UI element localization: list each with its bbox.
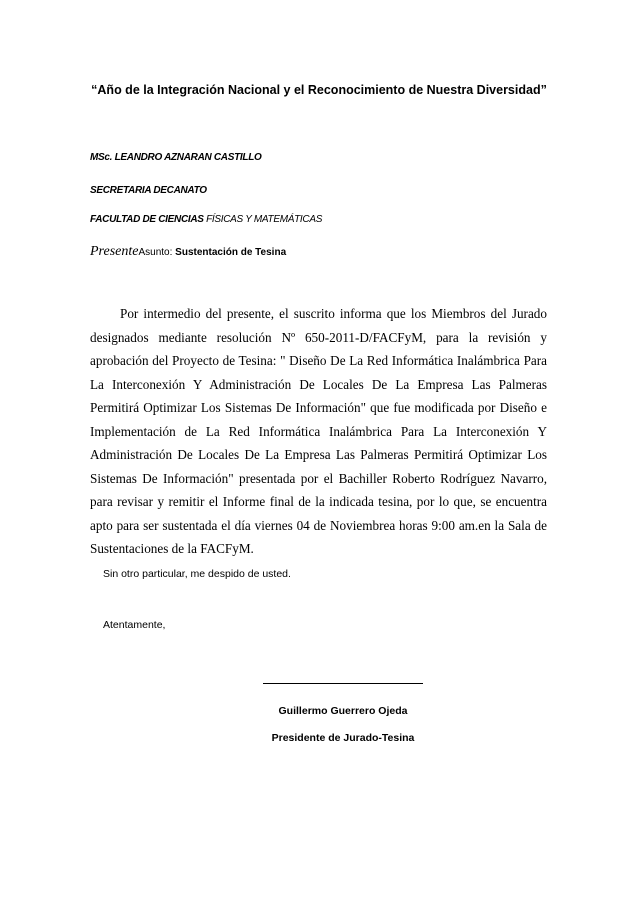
recipient-faculty bbox=[90, 214, 322, 225]
signature-line bbox=[263, 683, 423, 684]
asunto-text: Sustentación de Tesina bbox=[175, 247, 287, 258]
presente-word: Presente bbox=[90, 244, 139, 259]
letter-body: Por intermedio del presente, el suscrito informa que los Miembros del Jurado designados mediante resolución Nº 650-2011-D/FACFyM, para la revisión y aprobación del Proyecto de Tesina: " Diseño De La Red Informática Inalámbrica Para La Interconexión Y Administración De Locales De La Empresa Las Palmeras Permitirá Optimizar Los Sistemas De Información" que fue modificada por Diseño e Implementación de La Red Informática Inalámbrica Para La Interconexión Y Administración De Locales De La Empresa Las Palmeras Permitirá Optimizar Los Sistemas De Información" presentada por el Bachiller Roberto Rodríguez Navarro, para revisar y remitir el Informe final de la indicada tesina, por lo que, se encuentra apto para ser sustentada el día viernes 04 de Noviembrea horas 9:00 am.en la Sala de Sustentaciones de la FACFyM. bbox=[90, 306, 547, 556]
recipient-role: SECRETARIA DECANATO bbox=[90, 185, 207, 196]
closing-regards: Atentamente, bbox=[103, 619, 166, 631]
recipient-name: MSc. LEANDRO AZNARAN CASTILLO bbox=[90, 152, 262, 163]
closing-farewell: Sin otro particular, me despido de usted. bbox=[103, 568, 291, 580]
document-motto: “Año de la Integración Nacional y el Reconocimiento de Nuestra Diversidad” bbox=[91, 83, 547, 97]
faculty-rest: FÍSICAS Y MATEMÁTICAS bbox=[203, 214, 323, 225]
presente-line bbox=[90, 242, 286, 260]
signatory-title: Presidente de Jurado-Tesina bbox=[271, 732, 415, 744]
signatory-name: Guillermo Guerrero Ojeda bbox=[278, 705, 408, 717]
asunto-label: Asunto: bbox=[138, 247, 176, 258]
asunto bbox=[138, 247, 286, 258]
faculty-bold: FACULTAD DE CIENCIAS bbox=[90, 214, 204, 225]
